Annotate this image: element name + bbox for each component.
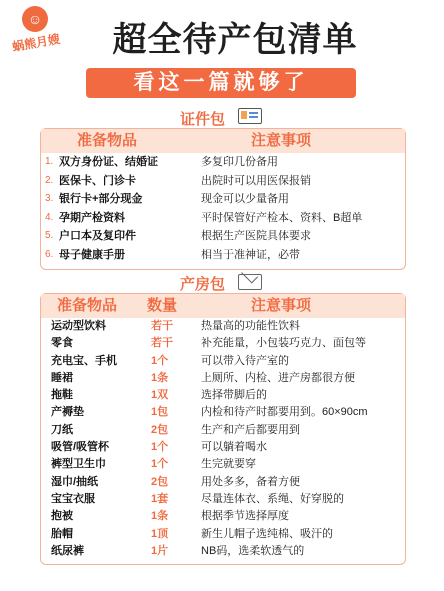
table-row xyxy=(41,370,405,387)
row-note: NB码，选柔软透气的 xyxy=(201,544,305,557)
certificates-rows xyxy=(41,153,405,265)
table-row xyxy=(41,246,405,265)
row-qty: 2包 xyxy=(151,423,169,436)
row-item: 裤型卫生巾 xyxy=(51,458,106,471)
row-note: 相当于准神证，必带 xyxy=(201,248,300,261)
row-number: 3. xyxy=(45,193,54,205)
row-qty: 若干 xyxy=(151,320,173,332)
row-note: 多复印几份备用 xyxy=(201,156,278,168)
row-qty: 1片 xyxy=(151,544,169,557)
row-note: 根据生产医院具体要求 xyxy=(201,230,311,243)
row-note: 热量高的功能性饮料 xyxy=(201,320,300,332)
row-number: 1. xyxy=(45,156,54,167)
logo-text: 蜗熊月嫂 xyxy=(11,31,61,55)
header-item: 准备物品 xyxy=(77,132,138,149)
row-item: 宝宝衣服 xyxy=(51,492,95,505)
header-qty: 数量 xyxy=(147,297,178,314)
row-qty: 1顶 xyxy=(151,527,169,540)
row-item: 产褥垫 xyxy=(51,406,84,419)
row-note: 平时保管好产检本、资料、B超单 xyxy=(201,211,363,224)
table-row xyxy=(41,335,405,352)
row-item: 母子健康手册 xyxy=(59,248,125,261)
table-row xyxy=(41,318,405,335)
table-row xyxy=(41,153,405,172)
row-note: 内检和待产时都要用到。60×90cm xyxy=(201,406,368,419)
row-qty: 1个 xyxy=(151,458,169,471)
row-qty: 1包 xyxy=(151,406,169,419)
row-item: 医保卡、门诊卡 xyxy=(59,174,136,187)
row-number: 4. xyxy=(45,211,54,223)
row-note: 用处多多，备着方便 xyxy=(201,475,300,488)
table-row xyxy=(41,491,405,508)
row-item: 运动型饮料 xyxy=(51,320,106,332)
logo-face-icon: ☺ xyxy=(22,6,48,32)
row-note: 可以躺着喝水 xyxy=(201,441,267,454)
row-item: 户口本及复印件 xyxy=(59,230,136,243)
row-note: 选择带脚后的 xyxy=(201,389,267,402)
row-item: 睡裙 xyxy=(51,371,73,384)
table-row xyxy=(41,209,405,228)
page-title: 超全待产包清单 xyxy=(112,21,358,59)
certificates-table xyxy=(40,128,406,270)
table-row xyxy=(41,387,405,404)
row-note: 生完就要穿 xyxy=(201,458,256,471)
row-note: 生产和产后都要用到 xyxy=(201,423,300,436)
page-subtitle: 看这一篇就够了 xyxy=(86,68,356,98)
envelope-icon xyxy=(238,274,262,290)
row-item: 胎帽 xyxy=(51,527,73,540)
row-item: 零食 xyxy=(51,337,73,350)
table-row xyxy=(41,422,405,439)
row-item: 充电宝、手机 xyxy=(51,354,117,367)
row-qty: 2包 xyxy=(151,475,169,488)
table-row xyxy=(41,474,405,491)
header-note: 注意事项 xyxy=(251,297,312,314)
row-note: 出院时可以用医保报销 xyxy=(201,174,311,187)
row-item: 湿巾/抽纸 xyxy=(51,475,99,488)
row-item: 抱被 xyxy=(51,510,73,523)
row-qty: 1套 xyxy=(151,492,169,505)
row-note: 可以带入待产室的 xyxy=(201,354,289,367)
row-item: 银行卡+部分现金 xyxy=(59,193,143,206)
row-item: 拖鞋 xyxy=(51,389,73,402)
table-row xyxy=(41,190,405,209)
delivery-table-header xyxy=(41,294,405,318)
row-note: 尽量连体衣、系绳、好穿脱的 xyxy=(201,492,344,505)
table-row xyxy=(41,456,405,473)
table-row xyxy=(41,353,405,370)
table-row xyxy=(41,543,405,560)
header-note: 注意事项 xyxy=(251,132,312,149)
row-qty: 1双 xyxy=(151,389,169,402)
table-row xyxy=(41,172,405,191)
row-item: 刀纸 xyxy=(51,423,73,436)
row-note: 现金可以少量备用 xyxy=(201,193,289,206)
row-item: 纸尿裤 xyxy=(51,544,84,557)
row-number: 2. xyxy=(45,174,54,186)
delivery-section-title: 产房包 xyxy=(180,276,226,293)
delivery-table xyxy=(40,293,406,565)
row-note: 补充能量，小包装巧克力、面包等 xyxy=(201,337,366,350)
table-row xyxy=(41,508,405,525)
row-qty: 1个 xyxy=(151,441,169,454)
table-row xyxy=(41,526,405,543)
row-item: 吸管/吸管杯 xyxy=(51,441,110,454)
row-number: 6. xyxy=(45,248,54,260)
row-qty: 1条 xyxy=(151,371,169,384)
row-note: 上厕所、内检、进产房都很方便 xyxy=(201,371,355,384)
certificates-section-title: 证件包 xyxy=(180,111,226,128)
row-item: 双方身份证、结婚证 xyxy=(59,156,158,168)
table-row xyxy=(41,439,405,456)
certificates-table-header xyxy=(41,129,405,153)
table-row xyxy=(41,227,405,246)
row-item: 孕期产检资料 xyxy=(59,211,125,224)
row-qty: 1个 xyxy=(151,354,169,367)
row-qty: 1条 xyxy=(151,510,169,523)
row-number: 5. xyxy=(45,230,54,242)
row-note: 新生儿帽子选纯棉、吸汗的 xyxy=(201,527,333,540)
brand-logo xyxy=(4,6,68,56)
table-row xyxy=(41,404,405,421)
row-note: 根据季节选择厚度 xyxy=(201,510,289,523)
delivery-rows xyxy=(41,318,405,560)
row-qty: 若干 xyxy=(151,337,173,350)
header-item: 准备物品 xyxy=(57,297,118,314)
id-card-icon xyxy=(238,108,262,124)
